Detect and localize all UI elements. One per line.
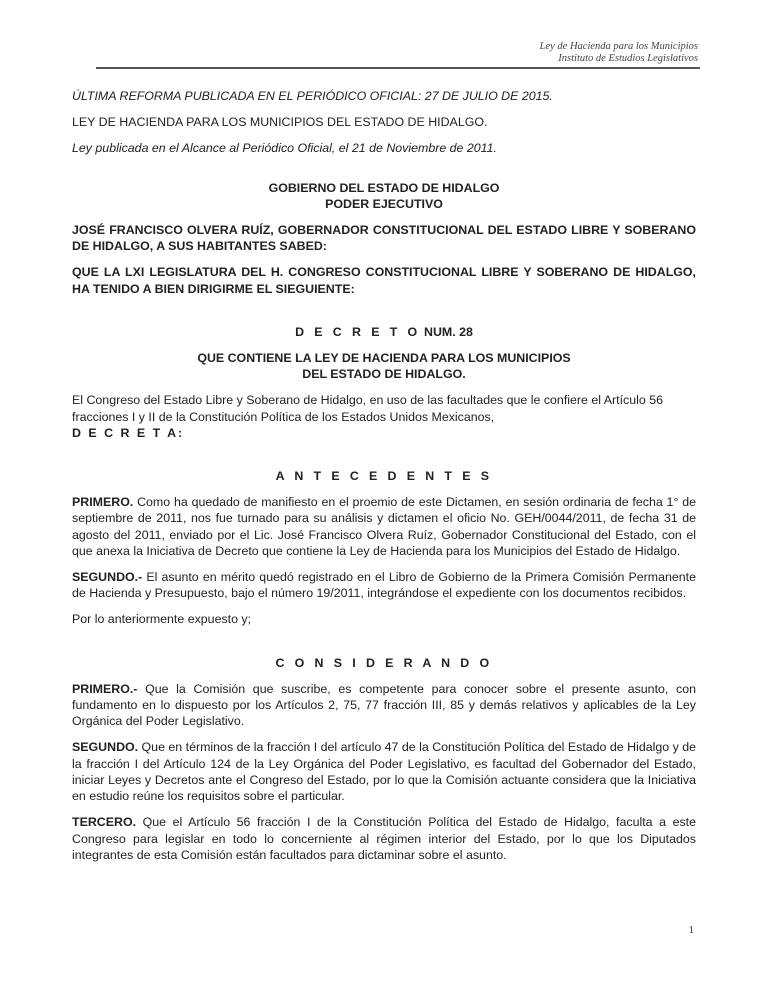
header-line-1: Ley de Hacienda para los Municipios (539, 41, 698, 52)
antecedente-2-lead: SEGUNDO.- (72, 570, 143, 585)
antecedente-2-text: El asunto en mérito quedó registrado en el Libro de Gobierno de la Primera Comisión Permanente de Hacienda y Presupuesto, bajo el número 19/2011, integrándose el expediente con los documentos recibidos. (72, 570, 696, 601)
law-title: LEY DE HACIENDA PARA LOS MUNICIPIOS DEL ESTADO DE HIDALGO. (72, 115, 488, 130)
decree-num: NUM. 28 (420, 324, 473, 339)
considerando-2-lead: SEGUNDO. (72, 740, 139, 755)
header-line-2: Instituto de Estudios Legislativos (558, 53, 698, 64)
decree-number (72, 324, 696, 340)
considerando-3-text: Que el Artículo 56 fracción I de la Constitución Política del Estado de Hidalgo, faculta a este Congreso para legislar en todo lo concerniente al régimen interior del Estado, por lo que los Diputados integrantes de esta Comisión están facultados para dictaminar sobre el asunto. (72, 815, 696, 862)
reform-note: ÚLTIMA REFORMA PUBLICADA EN EL PERIÓDICO OFICIAL: 27 DE JULIO DE 2015. (72, 89, 553, 103)
header-rule (96, 67, 700, 69)
antecedente-2 (72, 569, 696, 601)
considerando-2-text: Que en términos de la fracción I del artículo 47 de la Constitución Política del Estado de Hidalgo y de la fracción I del Artículo 124 de la Ley Orgánica del Poder Legislativo, es facultad del Gobernador del Estado, iniciar Leyes y Decretos ante el Congreso del Estado, por lo que la Comisión actuante considera que la Iniciativa en estudio reúne los requisitos sobre el particular. (72, 740, 696, 804)
considerando-1 (72, 681, 696, 730)
decree-subtitle-2: DEL ESTADO DE HIDALGO. (302, 367, 466, 382)
government-heading: GOBIERNO DEL ESTADO DE HIDALGO (268, 180, 500, 195)
antecedente-1-text: Como ha quedado de manifiesto en el proemio de este Dictamen, en sesión ordinaria de fecha 1° de septiembre de 2011, nos fue turnado para su análisis y dictamen el oficio No. GEH/0044/2011, de fecha 31 de agosto del 2011, enviado por el Lic. José Francisco Olvera Ruíz, Gobernador Constitucional del Estado, con el que anexa la Iniciativa de Decreto que contiene la Ley de Hacienda para los Municipios del Estado de Hidalgo. (72, 495, 696, 558)
decree-spaced: D E C R E T O (295, 324, 421, 339)
publication-note: Ley publicada en el Alcance al Periódico Oficial, el 21 de Noviembre de 2011. (72, 141, 497, 156)
antecedente-1-lead: PRIMERO. (72, 495, 134, 510)
considerando-3 (72, 814, 696, 863)
page-number: 1 (688, 924, 694, 936)
considerando-1-text: Que la Comisión que suscribe, es competente para conocer sobre el presente asunto, con fundamento en lo dispuesto por los Artículos 2, 75, 77 fracción III, 85 y demás relativos y aplicables de la Ley Orgánica del Poder Legislativo. (72, 681, 696, 729)
running-header (540, 41, 698, 65)
legislature-paragraph: QUE LA LXI LEGISLATURA DEL H. CONGRESO CONSTITUCIONAL LIBRE Y SOBERANO DE HIDALGO, HA TENIDO A BIEN DIRIGIRME EL SIEGUIENTE: (72, 265, 696, 296)
document-body (72, 88, 696, 863)
antecedente-1 (72, 494, 696, 559)
decree-subtitle-1: QUE CONTIENE LA LEY DE HACIENDA PARA LOS MUNICIPIOS (197, 351, 571, 366)
considerando-1-lead: PRIMERO.- (72, 681, 138, 696)
congress-paragraph: El Congreso del Estado Libre y Soberano de Hidalgo, en uso de las facultades que le confiere el Artículo 56 fracciones I y II de la Constitución Política de los Estados Unidos Mexicanos, (72, 393, 663, 424)
considerando-2 (72, 739, 696, 804)
decreta-label: D E C R E T A: (72, 425, 185, 440)
considerando-heading: C O N S I D E R A N D O (275, 655, 493, 670)
executive-heading: PODER EJECUTIVO (325, 196, 443, 211)
considerando-3-lead: TERCERO. (72, 815, 137, 830)
governor-paragraph: JOSÉ FRANCISCO OLVERA RUÍZ, GOBERNADOR CONSTITUCIONAL DEL ESTADO LIBRE Y SOBERANO DE HIDALGO, A SUS HABITANTES SABED: (72, 223, 696, 254)
antecedentes-heading: A N T E C E D E N T E S (275, 469, 493, 484)
expuesto-line: Por lo anteriormente expuesto y; (72, 612, 252, 627)
